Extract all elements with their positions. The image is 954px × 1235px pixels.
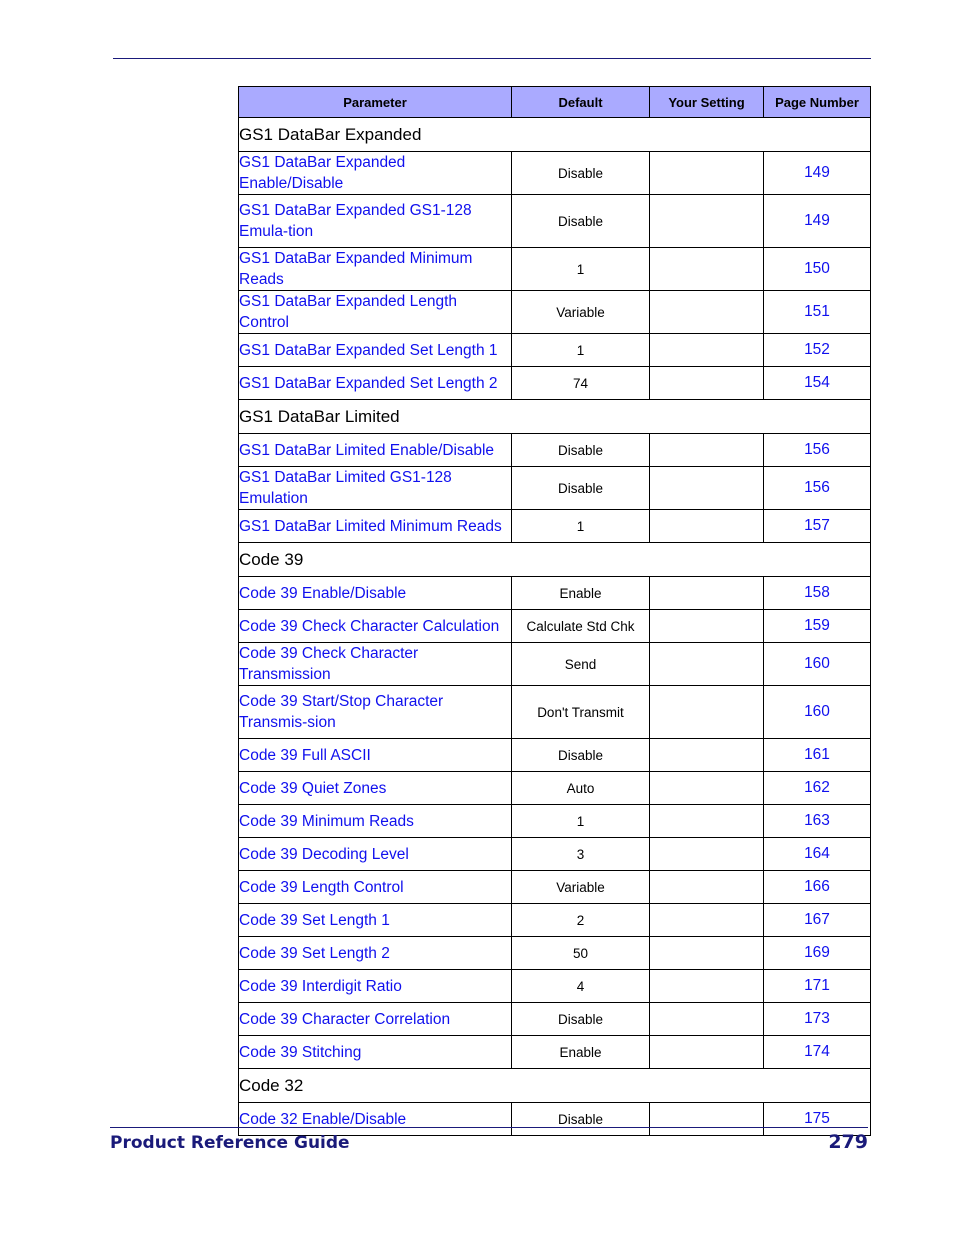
your-setting-cell <box>650 467 764 510</box>
table-row <box>239 1103 871 1136</box>
page-number-link[interactable]: 151 <box>764 291 871 334</box>
page-number-link[interactable]: 149 <box>764 195 871 248</box>
your-setting-cell <box>650 643 764 686</box>
your-setting-cell <box>650 970 764 1003</box>
your-setting-cell <box>650 871 764 904</box>
table-row <box>239 838 871 871</box>
top-rule <box>113 58 871 59</box>
default-value: Disable <box>512 1003 650 1036</box>
page-number-link[interactable]: 164 <box>764 838 871 871</box>
section-title: Code 32 <box>239 1069 871 1103</box>
section-row <box>239 543 871 577</box>
parameter-link[interactable]: Code 39 Full ASCII <box>239 739 512 772</box>
your-setting-cell <box>650 334 764 367</box>
default-value: Disable <box>512 467 650 510</box>
default-value: 1 <box>512 510 650 543</box>
table-row <box>239 248 871 291</box>
parameter-link[interactable]: Code 39 Length Control <box>239 871 512 904</box>
page-number-link[interactable]: 160 <box>764 643 871 686</box>
page-number-link[interactable]: 150 <box>764 248 871 291</box>
header-default: Default <box>512 87 650 118</box>
your-setting-cell <box>650 838 764 871</box>
parameter-link[interactable]: GS1 DataBar Expanded Set Length 1 <box>239 334 512 367</box>
default-value: 1 <box>512 334 650 367</box>
your-setting-cell <box>650 937 764 970</box>
default-value: Disable <box>512 195 650 248</box>
table-row <box>239 334 871 367</box>
your-setting-cell <box>650 610 764 643</box>
your-setting-cell <box>650 739 764 772</box>
header-page-number: Page Number <box>764 87 871 118</box>
your-setting-cell <box>650 686 764 739</box>
table-row <box>239 577 871 610</box>
table-row <box>239 1003 871 1036</box>
your-setting-cell <box>650 367 764 400</box>
table-row <box>239 367 871 400</box>
parameter-link[interactable]: Code 39 Set Length 1 <box>239 904 512 937</box>
default-value: Disable <box>512 739 650 772</box>
default-value: 50 <box>512 937 650 970</box>
default-value: 4 <box>512 970 650 1003</box>
default-value: Don't Transmit <box>512 686 650 739</box>
table-row <box>239 291 871 334</box>
parameter-link[interactable]: GS1 DataBar Expanded Set Length 2 <box>239 367 512 400</box>
page-number-link[interactable]: 156 <box>764 434 871 467</box>
page-number-link[interactable]: 158 <box>764 577 871 610</box>
section-title: Code 39 <box>239 543 871 577</box>
parameter-link[interactable]: Code 39 Quiet Zones <box>239 772 512 805</box>
page-number-link[interactable]: 160 <box>764 686 871 739</box>
page-number-link[interactable]: 159 <box>764 610 871 643</box>
parameter-link[interactable]: GS1 DataBar Expanded GS1-128 Emula-tion <box>239 195 512 248</box>
your-setting-cell <box>650 577 764 610</box>
section-title: GS1 DataBar Limited <box>239 400 871 434</box>
section-row <box>239 118 871 152</box>
table-row <box>239 686 871 739</box>
parameter-link[interactable]: Code 39 Check Character Calculation <box>239 610 512 643</box>
table-row <box>239 152 871 195</box>
default-value: Variable <box>512 291 650 334</box>
default-value: 3 <box>512 838 650 871</box>
parameter-link[interactable]: GS1 DataBar Limited GS1-128 Emulation <box>239 467 512 510</box>
table-row <box>239 937 871 970</box>
page-number-link[interactable]: 166 <box>764 871 871 904</box>
your-setting-cell <box>650 1036 764 1069</box>
section-row <box>239 1069 871 1103</box>
page-number-link[interactable]: 175 <box>764 1103 871 1136</box>
parameter-link[interactable]: Code 39 Set Length 2 <box>239 937 512 970</box>
your-setting-cell <box>650 195 764 248</box>
page-number-link[interactable]: 161 <box>764 739 871 772</box>
parameter-link[interactable]: Code 39 Character Correlation <box>239 1003 512 1036</box>
footer-page-number: 279 <box>828 1131 868 1153</box>
default-value: 74 <box>512 367 650 400</box>
page-number-link[interactable]: 152 <box>764 334 871 367</box>
page-number-link[interactable]: 149 <box>764 152 871 195</box>
parameter-link[interactable]: Code 32 Enable/Disable <box>239 1103 512 1136</box>
page-number-link[interactable]: 154 <box>764 367 871 400</box>
table-row <box>239 610 871 643</box>
parameter-link[interactable]: GS1 DataBar Expanded Length Control <box>239 291 512 334</box>
section-title: GS1 DataBar Expanded <box>239 118 871 152</box>
your-setting-cell <box>650 1003 764 1036</box>
default-value: Enable <box>512 1036 650 1069</box>
default-value: Calculate Std Chk <box>512 610 650 643</box>
table-row <box>239 739 871 772</box>
parameter-link[interactable]: Code 39 Start/Stop Character Transmis-sion <box>239 686 512 739</box>
footer-rule <box>110 1127 868 1128</box>
header-your-setting: Your Setting <box>650 87 764 118</box>
default-value: 2 <box>512 904 650 937</box>
table-row <box>239 772 871 805</box>
table-row <box>239 904 871 937</box>
parameter-link[interactable]: Code 39 Check Character Transmission <box>239 643 512 686</box>
page-number-link[interactable]: 171 <box>764 970 871 1003</box>
your-setting-cell <box>650 772 764 805</box>
default-value: Send <box>512 643 650 686</box>
default-value: Disable <box>512 1103 650 1136</box>
table-row <box>239 467 871 510</box>
table-row <box>239 1036 871 1069</box>
your-setting-cell <box>650 291 764 334</box>
page-number-link[interactable]: 162 <box>764 772 871 805</box>
page-number-link[interactable]: 173 <box>764 1003 871 1036</box>
parameter-link[interactable]: Code 39 Stitching <box>239 1036 512 1069</box>
your-setting-cell <box>650 434 764 467</box>
parameter-link[interactable]: Code 39 Decoding Level <box>239 838 512 871</box>
default-value: Auto <box>512 772 650 805</box>
section-row <box>239 400 871 434</box>
your-setting-cell <box>650 805 764 838</box>
your-setting-cell <box>650 248 764 291</box>
table-row <box>239 195 871 248</box>
page-number-link[interactable]: 157 <box>764 510 871 543</box>
table-row <box>239 871 871 904</box>
default-value: Disable <box>512 152 650 195</box>
parameter-link[interactable]: GS1 DataBar Expanded Minimum Reads <box>239 248 512 291</box>
table-row <box>239 510 871 543</box>
table-row <box>239 805 871 838</box>
parameter-link[interactable]: Code 39 Enable/Disable <box>239 577 512 610</box>
your-setting-cell <box>650 152 764 195</box>
your-setting-cell <box>650 904 764 937</box>
your-setting-cell <box>650 1103 764 1136</box>
default-value: 1 <box>512 805 650 838</box>
parameter-link[interactable]: GS1 DataBar Expanded Enable/Disable <box>239 152 512 195</box>
default-value: Disable <box>512 434 650 467</box>
table-row <box>239 434 871 467</box>
table-row <box>239 643 871 686</box>
page-number-link[interactable]: 156 <box>764 467 871 510</box>
default-value: Enable <box>512 577 650 610</box>
parameter-link[interactable]: Code 39 Minimum Reads <box>239 805 512 838</box>
parameter-table <box>238 86 871 1136</box>
page-number-link[interactable]: 167 <box>764 904 871 937</box>
parameter-link[interactable]: GS1 DataBar Limited Minimum Reads <box>239 510 512 543</box>
default-value: 1 <box>512 248 650 291</box>
page-number-link[interactable]: 163 <box>764 805 871 838</box>
table-header-row <box>239 87 871 118</box>
page-number-link[interactable]: 169 <box>764 937 871 970</box>
your-setting-cell <box>650 510 764 543</box>
parameter-link[interactable]: Code 39 Interdigit Ratio <box>239 970 512 1003</box>
default-value: Variable <box>512 871 650 904</box>
header-parameter: Parameter <box>239 87 512 118</box>
page-number-link[interactable]: 174 <box>764 1036 871 1069</box>
footer-guide-title: Product Reference Guide <box>110 1133 350 1153</box>
parameter-link[interactable]: GS1 DataBar Limited Enable/Disable <box>239 434 512 467</box>
table-row <box>239 970 871 1003</box>
